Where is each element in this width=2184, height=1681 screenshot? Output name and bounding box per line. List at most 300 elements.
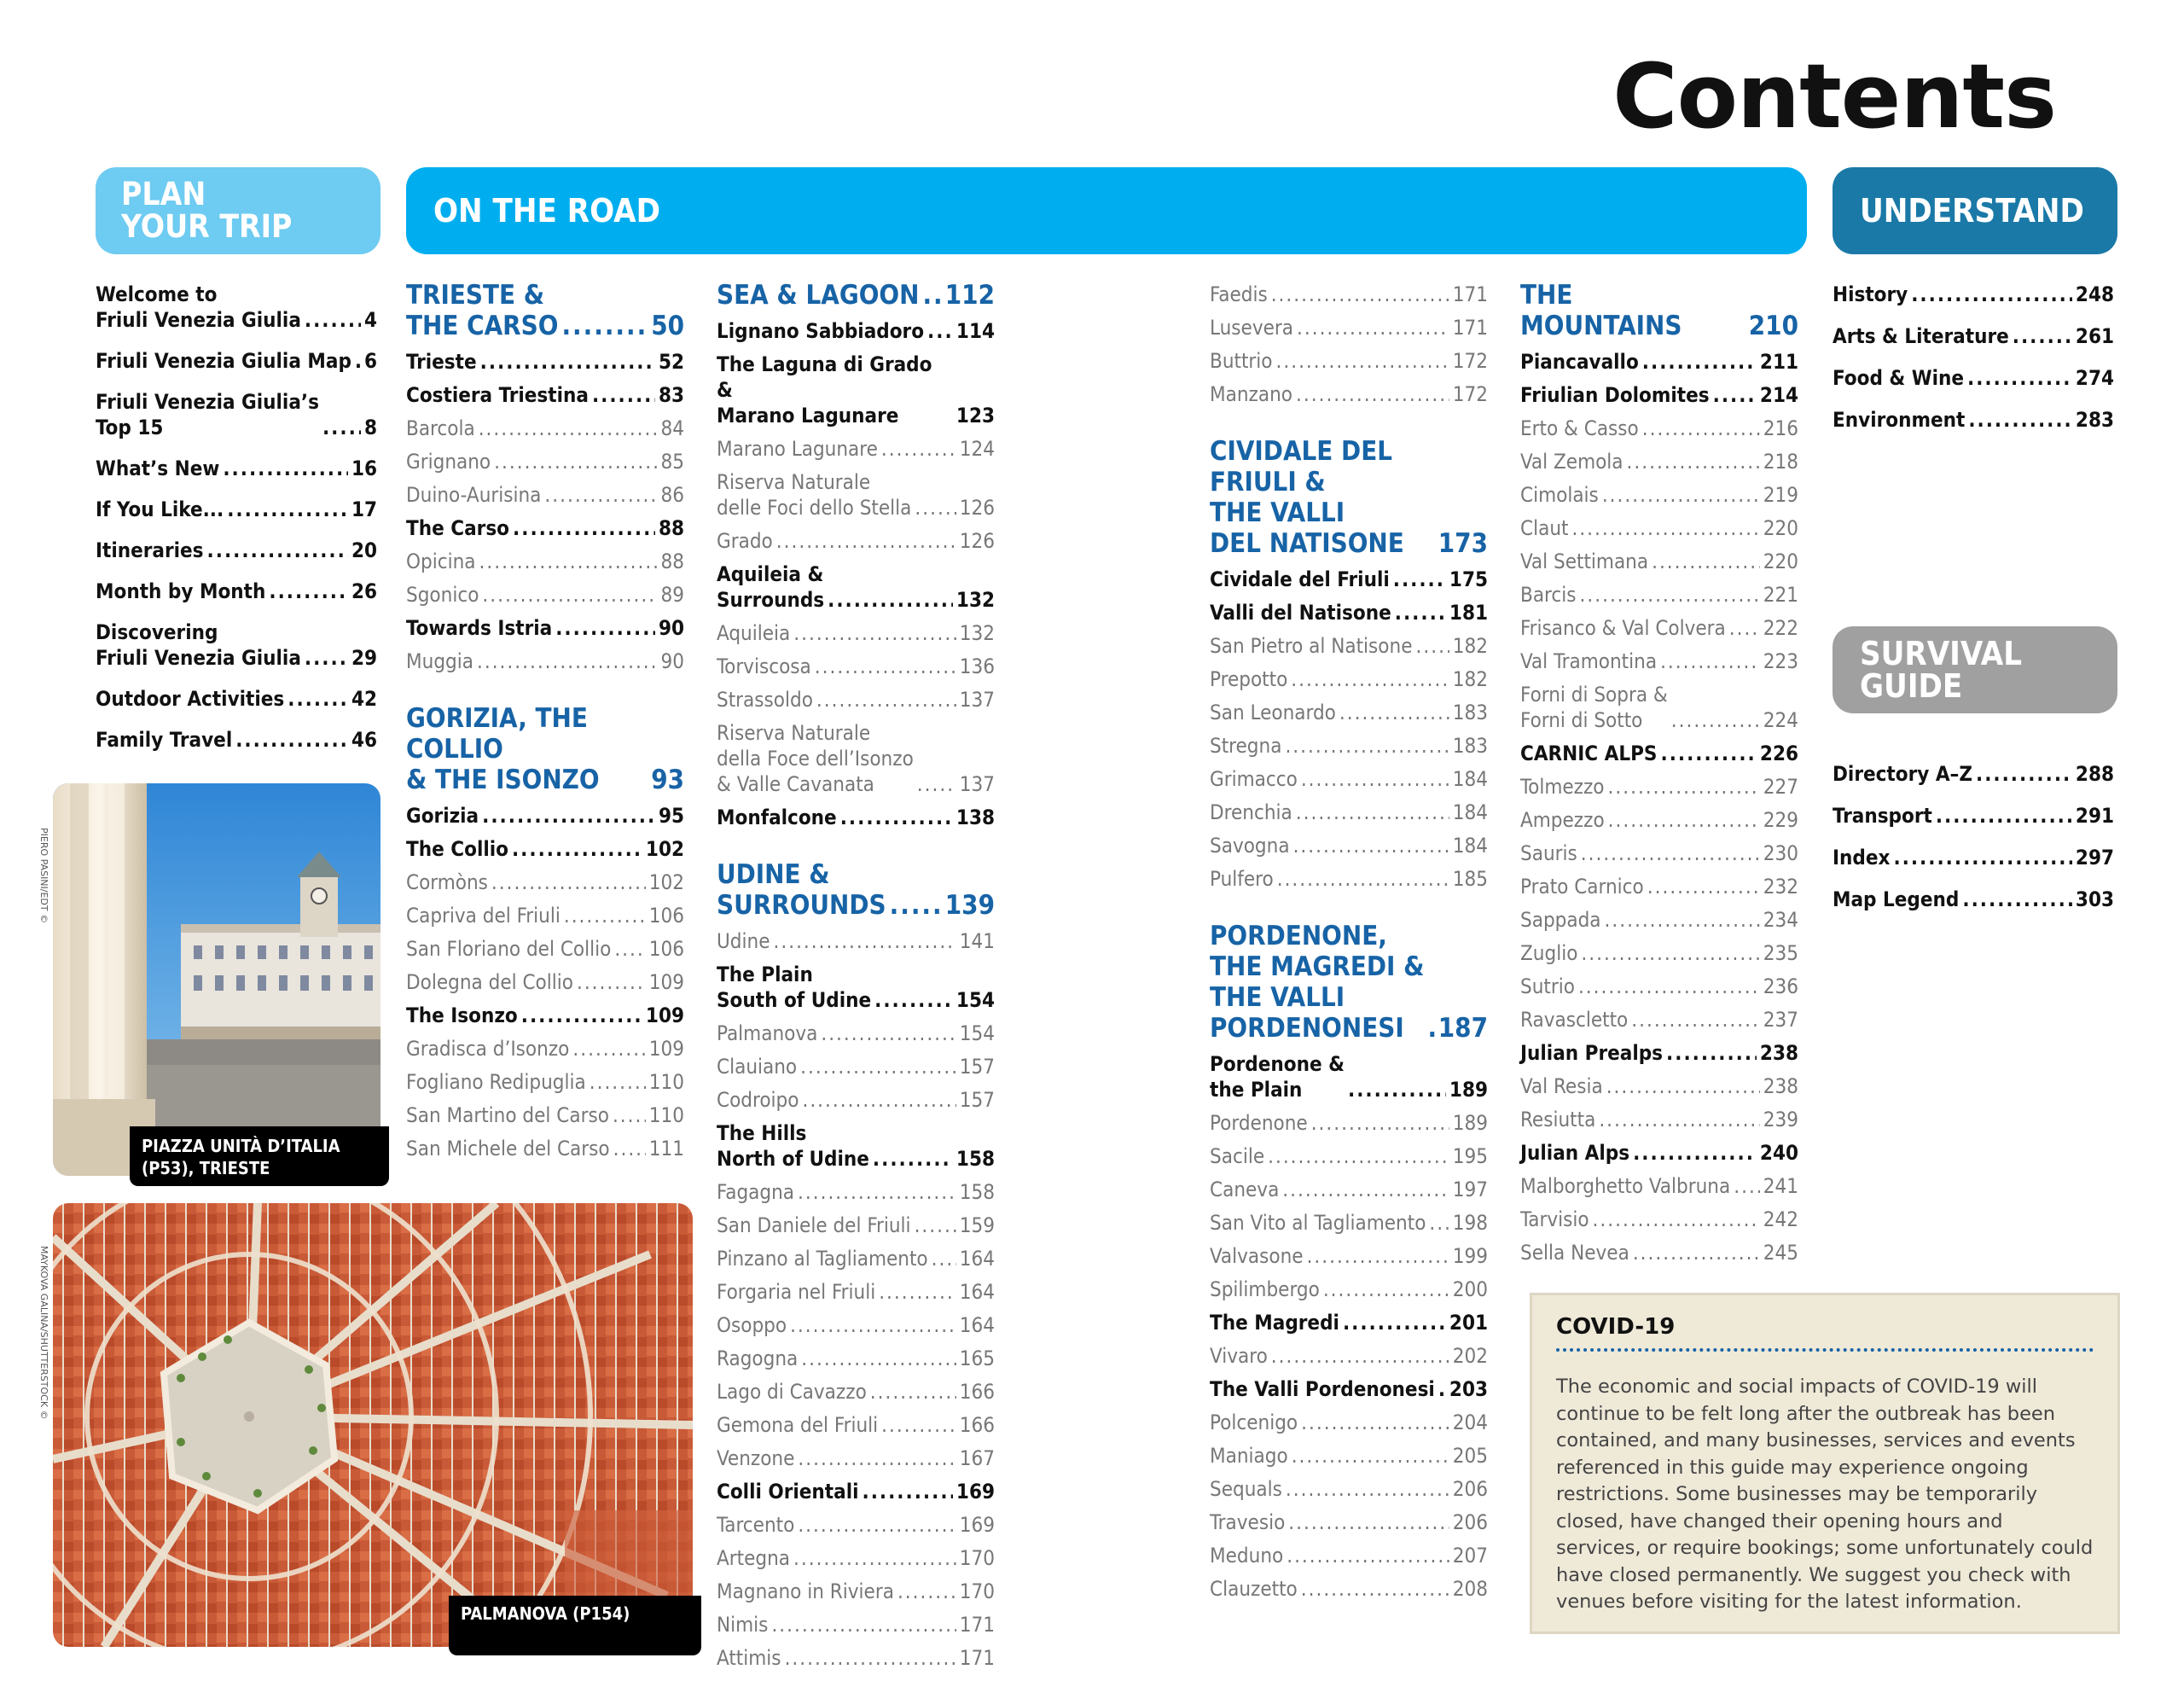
toc-entry[interactable] bbox=[1210, 1110, 1488, 1136]
toc-entry[interactable] bbox=[1520, 1173, 1798, 1199]
toc-entry[interactable] bbox=[406, 515, 684, 541]
toc-entry[interactable] bbox=[96, 619, 377, 671]
leader-dots bbox=[1962, 887, 2072, 912]
leader-dots bbox=[1599, 1107, 1759, 1132]
toc-entry[interactable] bbox=[406, 1102, 684, 1128]
toc-entry[interactable] bbox=[1520, 549, 1798, 574]
leader-dots bbox=[555, 615, 655, 641]
toc-entry[interactable] bbox=[406, 549, 684, 574]
toc-entry-page: 291 bbox=[2075, 804, 2114, 828]
toc-entry[interactable] bbox=[1210, 1243, 1488, 1269]
toc-entry[interactable] bbox=[717, 1021, 995, 1046]
tab-on-the-road[interactable] bbox=[406, 167, 1807, 254]
toc-entry[interactable] bbox=[1210, 600, 1488, 625]
toc-entry[interactable] bbox=[1520, 1007, 1798, 1032]
toc-entry-page: 166 bbox=[959, 1380, 995, 1404]
leader-dots bbox=[207, 538, 348, 563]
toc-entry-label: Opicina bbox=[406, 550, 476, 573]
toc-entry-page: 88 bbox=[658, 516, 684, 540]
toc-entry[interactable] bbox=[406, 482, 684, 508]
toc-entry-label: Valvasone bbox=[1210, 1244, 1304, 1268]
toc-entry-label: Pordenone & the Plain bbox=[1210, 1052, 1345, 1102]
toc-entry-label: Prepotto bbox=[1210, 667, 1288, 691]
toc-entry-page: 219 bbox=[1763, 483, 1798, 507]
tab-understand[interactable] bbox=[1833, 167, 2117, 254]
toc-entry[interactable] bbox=[406, 936, 684, 962]
leader-dots bbox=[881, 436, 956, 462]
toc-entry[interactable] bbox=[1210, 1310, 1488, 1335]
toc-entry[interactable] bbox=[717, 528, 995, 554]
toc-entry-page: 139 bbox=[944, 890, 995, 921]
toc-entry[interactable] bbox=[1520, 974, 1798, 999]
toc-entry-label: Gemona del Friuli bbox=[717, 1413, 879, 1437]
toc-entry-label: Cividale del Friuli bbox=[1210, 567, 1390, 591]
toc-entry-page: 204 bbox=[1452, 1411, 1488, 1434]
toc-entry[interactable] bbox=[1210, 1543, 1488, 1568]
toc-entry[interactable] bbox=[1210, 700, 1488, 725]
toc-entry[interactable] bbox=[717, 805, 995, 830]
leader-dots bbox=[491, 870, 646, 895]
toc-entry-label: Cormòns bbox=[406, 870, 488, 894]
toc-entry[interactable] bbox=[1833, 845, 2114, 870]
toc-entry[interactable] bbox=[1833, 761, 2114, 787]
toc-entry-label: What’s New bbox=[96, 457, 220, 480]
toc-entry-label: Lago di Cavazzo bbox=[717, 1380, 867, 1404]
toc-entry-label: SEA & LAGOON bbox=[717, 280, 920, 311]
toc-entry[interactable] bbox=[1210, 1051, 1488, 1102]
toc-entry-label: Palmanova bbox=[717, 1021, 818, 1045]
toc-entry[interactable] bbox=[1833, 365, 2114, 391]
leader-dots bbox=[322, 415, 361, 440]
toc-entry[interactable] bbox=[96, 538, 377, 563]
toc-entry-page: 232 bbox=[1763, 875, 1798, 899]
toc-entry-label: Map Legend bbox=[1833, 887, 1960, 911]
toc-entry[interactable] bbox=[1520, 1107, 1798, 1132]
toc-entry[interactable] bbox=[1520, 1040, 1798, 1066]
leader-dots bbox=[1631, 1007, 1760, 1032]
on-the-road-column-1 bbox=[406, 280, 684, 1161]
toc-entry-page: 154 bbox=[959, 1021, 995, 1045]
toc-entry[interactable] bbox=[406, 382, 684, 408]
toc-entry[interactable] bbox=[406, 969, 684, 995]
leader-dots bbox=[1660, 649, 1760, 674]
toc-entry[interactable] bbox=[717, 1445, 995, 1471]
toc-entry[interactable] bbox=[717, 561, 995, 613]
toc-entry[interactable] bbox=[717, 1120, 995, 1172]
toc-entry-label: Maniago bbox=[1210, 1444, 1288, 1468]
toc-entry[interactable] bbox=[96, 686, 377, 712]
leader-dots bbox=[479, 416, 658, 441]
leader-dots bbox=[235, 727, 348, 753]
toc-entry[interactable] bbox=[406, 1036, 684, 1062]
toc-entry[interactable] bbox=[717, 1246, 995, 1271]
toc-entry[interactable] bbox=[96, 579, 377, 604]
toc-entry-page: 182 bbox=[1452, 667, 1488, 691]
toc-section-heading[interactable] bbox=[717, 859, 995, 921]
toc-entry-page: 167 bbox=[959, 1446, 995, 1470]
toc-entry-label: Tarcento bbox=[717, 1513, 795, 1537]
toc-entry[interactable] bbox=[1520, 515, 1798, 541]
toc-entry[interactable] bbox=[1210, 1576, 1488, 1602]
toc-entry[interactable] bbox=[1833, 282, 2114, 307]
toc-entry[interactable] bbox=[717, 469, 995, 521]
toc-entry-label: Fogliano Redipuglia bbox=[406, 1070, 586, 1094]
toc-entry-label: Directory A–Z bbox=[1833, 762, 1972, 786]
leader-dots bbox=[1323, 1277, 1449, 1302]
toc-section-heading[interactable] bbox=[1210, 436, 1488, 559]
toc-entry[interactable] bbox=[1210, 1376, 1488, 1402]
toc-entry[interactable] bbox=[717, 1512, 995, 1538]
toc-entry[interactable] bbox=[1520, 741, 1798, 766]
toc-section-heading[interactable] bbox=[1210, 921, 1488, 1044]
toc-entry-page: 86 bbox=[660, 483, 684, 507]
tab-survival-label: SURVIVAL GUIDE bbox=[1860, 635, 2022, 705]
toc-entry-label: Zuglio bbox=[1520, 941, 1578, 965]
toc-entry-page: 95 bbox=[658, 804, 684, 828]
toc-entry[interactable] bbox=[717, 1379, 995, 1405]
leader-dots bbox=[1271, 282, 1449, 307]
toc-entry-label: Artegna bbox=[717, 1546, 791, 1570]
leader-dots bbox=[776, 528, 956, 554]
toc-entry-page: 171 bbox=[959, 1613, 995, 1637]
tab-plan-label: PLAN YOUR TRIP bbox=[121, 176, 293, 245]
toc-entry-page: 171 bbox=[1452, 316, 1488, 340]
toc-entry[interactable] bbox=[1210, 1509, 1488, 1535]
toc-entry[interactable] bbox=[717, 928, 995, 954]
toc-entry[interactable] bbox=[1833, 887, 2114, 912]
toc-entry[interactable] bbox=[1210, 866, 1488, 892]
toc-entry-label: Dolegna del Collio bbox=[406, 970, 573, 994]
leader-dots bbox=[1578, 974, 1760, 999]
toc-entry-page: 288 bbox=[2075, 762, 2114, 786]
toc-entry-label: Riserva Naturale delle Foci dello Stella bbox=[717, 470, 912, 520]
toc-entry-page: 85 bbox=[660, 450, 684, 474]
toc-entry[interactable] bbox=[1210, 567, 1488, 592]
toc-entry-label: Family Travel bbox=[96, 728, 233, 752]
toc-entry[interactable] bbox=[1520, 840, 1798, 866]
toc-entry[interactable] bbox=[406, 836, 684, 862]
toc-entry[interactable] bbox=[406, 1003, 684, 1028]
toc-entry-label: Aquileia & Surrounds bbox=[717, 562, 825, 612]
toc-entry[interactable] bbox=[1520, 1240, 1798, 1265]
on-the-road-column-4 bbox=[1520, 280, 1798, 1265]
leader-dots bbox=[1608, 807, 1760, 833]
toc-entry[interactable] bbox=[1210, 1143, 1488, 1169]
toc-entry[interactable] bbox=[406, 803, 684, 829]
toc-entry-label: Duino-Aurisina bbox=[406, 483, 542, 507]
leader-dots bbox=[544, 482, 657, 508]
toc-entry-page: 26 bbox=[351, 579, 377, 603]
toc-entry[interactable] bbox=[717, 318, 995, 344]
on-the-road-column-2 bbox=[717, 280, 995, 1671]
leader-dots bbox=[572, 1036, 645, 1062]
toc-entry[interactable] bbox=[1833, 407, 2114, 433]
toc-entry-label: Grignano bbox=[406, 450, 491, 474]
toc-entry[interactable] bbox=[717, 687, 995, 713]
leader-dots bbox=[1729, 615, 1760, 641]
toc-section-heading[interactable] bbox=[406, 703, 684, 795]
toc-entry-label: Resiutta bbox=[1520, 1108, 1596, 1131]
toc-entry-page: 126 bbox=[959, 496, 995, 520]
toc-entry-page: 158 bbox=[956, 1147, 995, 1171]
toc-entry[interactable] bbox=[1520, 774, 1798, 800]
toc-entry[interactable] bbox=[1520, 349, 1798, 375]
toc-entry-label: Sutrio bbox=[1520, 974, 1575, 998]
toc-entry-page: 138 bbox=[956, 806, 995, 829]
toc-entry-page: 207 bbox=[1452, 1544, 1488, 1568]
toc-entry-page: 154 bbox=[956, 988, 995, 1012]
leader-dots bbox=[1713, 382, 1757, 408]
leader-dots bbox=[288, 686, 348, 712]
toc-entry[interactable] bbox=[1210, 1410, 1488, 1435]
toc-entry[interactable] bbox=[1520, 907, 1798, 933]
toc-entry[interactable] bbox=[717, 1346, 995, 1371]
toc-entry[interactable] bbox=[1833, 803, 2114, 829]
toc-entry[interactable] bbox=[1210, 666, 1488, 692]
toc-section-heading[interactable] bbox=[1520, 280, 1798, 341]
leader-dots bbox=[1571, 515, 1759, 541]
toc-entry[interactable] bbox=[1210, 282, 1488, 307]
leader-dots bbox=[1301, 766, 1449, 792]
toc-entry[interactable] bbox=[406, 582, 684, 608]
toc-entry[interactable] bbox=[96, 727, 377, 753]
toc-entry-page: 184 bbox=[1452, 800, 1488, 824]
toc-entry[interactable] bbox=[1520, 1073, 1798, 1099]
toc-entry[interactable] bbox=[96, 389, 377, 440]
toc-entry-page: 17 bbox=[351, 497, 377, 521]
toc-entry-label: Welcome to Friuli Venezia Giulia bbox=[96, 282, 301, 332]
toc-entry-label: Malborghetto Valbruna bbox=[1520, 1174, 1731, 1198]
toc-entry[interactable] bbox=[717, 1312, 995, 1338]
toc-entry-page: 124 bbox=[959, 437, 995, 461]
toc-entry-page: 106 bbox=[648, 937, 684, 961]
toc-entry-label: UDINE & SURROUNDS bbox=[717, 859, 886, 921]
leader-dots bbox=[890, 890, 942, 921]
toc-entry-page: 165 bbox=[959, 1347, 995, 1370]
toc-entry[interactable] bbox=[717, 620, 995, 646]
toc-entry-page: 202 bbox=[1452, 1344, 1488, 1368]
toc-entry-page: 195 bbox=[1452, 1144, 1488, 1168]
toc-entry[interactable] bbox=[406, 416, 684, 441]
toc-entry[interactable] bbox=[1210, 348, 1488, 374]
toc-entry[interactable] bbox=[717, 1179, 995, 1205]
toc-entry[interactable] bbox=[717, 962, 995, 1013]
toc-entry[interactable] bbox=[1520, 615, 1798, 641]
toc-entry-page: 169 bbox=[959, 1513, 995, 1537]
leader-dots bbox=[793, 1545, 956, 1571]
toc-entry-page: 109 bbox=[648, 1037, 684, 1061]
toc-entry[interactable] bbox=[1210, 733, 1488, 759]
toc-entry-page: 210 bbox=[1748, 311, 1798, 341]
tab-survival-guide[interactable] bbox=[1833, 626, 2117, 713]
toc-entry[interactable] bbox=[406, 1136, 684, 1161]
toc-entry[interactable] bbox=[1210, 1343, 1488, 1369]
toc-entry[interactable] bbox=[1520, 416, 1798, 441]
toc-entry-label: Grado bbox=[717, 529, 773, 553]
covid-19-notice bbox=[1530, 1293, 2120, 1634]
toc-entry[interactable] bbox=[96, 348, 377, 374]
toc-entry[interactable] bbox=[406, 449, 684, 474]
leader-dots bbox=[1438, 1376, 1446, 1402]
toc-entry-page: 230 bbox=[1763, 841, 1798, 865]
toc-entry-label: The Valli Pordenonesi bbox=[1210, 1377, 1435, 1401]
toc-entry[interactable] bbox=[96, 456, 377, 481]
toc-entry[interactable] bbox=[717, 1213, 995, 1238]
photo-credit-palmanova: MAYKOVA GALINA/SHUTTERSTOCK © bbox=[38, 1246, 49, 1420]
toc-entry[interactable] bbox=[717, 436, 995, 462]
toc-entry[interactable] bbox=[717, 1645, 995, 1671]
toc-entry[interactable] bbox=[1210, 1476, 1488, 1502]
toc-entry-page: 137 bbox=[959, 772, 995, 796]
toc-entry-label: Val Resia bbox=[1520, 1074, 1603, 1098]
leader-dots bbox=[840, 805, 953, 830]
toc-entry-page: 201 bbox=[1449, 1311, 1488, 1335]
leader-dots bbox=[802, 1087, 956, 1113]
toc-entry[interactable] bbox=[406, 903, 684, 928]
toc-entry-label: Environment bbox=[1833, 408, 1966, 432]
toc-entry[interactable] bbox=[1520, 874, 1798, 899]
toc-entry[interactable] bbox=[717, 720, 995, 797]
toc-entry-page: 198 bbox=[1452, 1211, 1488, 1235]
leader-dots bbox=[932, 1246, 956, 1271]
toc-entry[interactable] bbox=[406, 349, 684, 375]
page-title: Contents bbox=[1612, 44, 2056, 148]
toc-entry-page: 46 bbox=[351, 728, 377, 752]
toc-entry[interactable] bbox=[1210, 1210, 1488, 1236]
toc-entry-label: Marano Lagunare bbox=[717, 437, 878, 461]
toc-entry-label: Discovering Friuli Venezia Giulia bbox=[96, 620, 301, 670]
toc-entry[interactable] bbox=[1520, 382, 1798, 408]
toc-entry[interactable] bbox=[717, 1279, 995, 1305]
photo-credit-piazza: PIERO PASINI/EDT © bbox=[38, 828, 49, 924]
leader-dots bbox=[1282, 1177, 1449, 1202]
toc-entry[interactable] bbox=[1210, 315, 1488, 340]
toc-entry-label: If You Like... bbox=[96, 497, 224, 521]
leader-dots bbox=[801, 1346, 956, 1371]
toc-entry-page: 235 bbox=[1763, 941, 1798, 965]
toc-entry[interactable] bbox=[717, 1412, 995, 1438]
toc-entry[interactable] bbox=[406, 615, 684, 641]
toc-section-heading[interactable] bbox=[717, 280, 995, 311]
toc-entry[interactable] bbox=[1520, 940, 1798, 966]
toc-entry-page: 50 bbox=[651, 311, 684, 341]
toc-entry-page: 226 bbox=[1759, 742, 1798, 765]
toc-entry-label: Claut bbox=[1520, 516, 1569, 540]
toc-entry[interactable] bbox=[1520, 482, 1798, 508]
toc-entry[interactable] bbox=[1210, 1443, 1488, 1469]
toc-entry[interactable] bbox=[717, 1579, 995, 1604]
toc-entry[interactable] bbox=[1210, 800, 1488, 825]
toc-entry-page: 106 bbox=[648, 904, 684, 928]
toc-entry-label: Tolmezzo bbox=[1520, 775, 1605, 799]
leader-dots bbox=[1967, 365, 2072, 391]
toc-entry[interactable] bbox=[717, 1479, 995, 1504]
leader-dots bbox=[479, 549, 658, 574]
toc-entry-page: 166 bbox=[959, 1413, 995, 1437]
toc-entry-label: Val Tramontina bbox=[1520, 649, 1658, 673]
toc-entry[interactable] bbox=[1210, 833, 1488, 858]
leader-dots bbox=[879, 1279, 956, 1305]
toc-entry[interactable] bbox=[406, 649, 684, 674]
toc-entry[interactable] bbox=[1520, 1207, 1798, 1232]
toc-section-heading[interactable] bbox=[406, 280, 684, 341]
toc-entry-page: 216 bbox=[1763, 416, 1798, 440]
leader-dots bbox=[1968, 407, 2072, 433]
toc-entry[interactable] bbox=[1520, 682, 1798, 733]
leader-dots bbox=[927, 318, 953, 344]
leader-dots bbox=[613, 1136, 646, 1161]
toc-entry[interactable] bbox=[717, 654, 995, 679]
toc-entry-page: 240 bbox=[1759, 1141, 1798, 1165]
toc-entry[interactable] bbox=[96, 282, 377, 333]
toc-entry-label: Forgaria nel Friuli bbox=[717, 1280, 876, 1304]
toc-entry-page: 184 bbox=[1452, 767, 1488, 791]
toc-entry[interactable] bbox=[1210, 1277, 1488, 1302]
toc-entry-label: San Leonardo bbox=[1210, 701, 1336, 724]
toc-entry-page: 126 bbox=[959, 529, 995, 553]
toc-entry-label: Transport bbox=[1833, 804, 1932, 828]
toc-entry[interactable] bbox=[406, 1069, 684, 1095]
toc-entry-page: 181 bbox=[1449, 601, 1488, 625]
toc-entry-label: Sappada bbox=[1520, 908, 1601, 932]
toc-entry[interactable] bbox=[717, 1612, 995, 1637]
toc-entry[interactable] bbox=[96, 497, 377, 522]
toc-entry[interactable] bbox=[717, 1545, 995, 1571]
toc-entry-page: 102 bbox=[645, 837, 684, 861]
leader-dots bbox=[821, 1021, 956, 1046]
toc-entry[interactable] bbox=[1520, 649, 1798, 674]
leader-dots bbox=[1301, 1410, 1449, 1435]
toc-entry[interactable] bbox=[406, 870, 684, 895]
toc-entry[interactable] bbox=[1520, 582, 1798, 608]
toc-entry-page: 90 bbox=[658, 616, 684, 640]
toc-entry[interactable] bbox=[1520, 449, 1798, 474]
tab-plan-your-trip[interactable] bbox=[96, 167, 380, 254]
toc-entry-label: Capriva del Friuli bbox=[406, 904, 561, 928]
leader-dots bbox=[1652, 549, 1760, 574]
toc-entry-label: Clauzetto bbox=[1210, 1577, 1298, 1601]
toc-entry[interactable] bbox=[1210, 1177, 1488, 1202]
leader-dots bbox=[1287, 1543, 1449, 1568]
toc-entry[interactable] bbox=[717, 1054, 995, 1079]
toc-entry[interactable] bbox=[1210, 633, 1488, 659]
toc-entry[interactable] bbox=[717, 1087, 995, 1113]
toc-entry-label: Lignano Sabbiadoro bbox=[717, 319, 925, 343]
toc-entry-page: 214 bbox=[1759, 383, 1798, 407]
toc-entry-label: Fagagna bbox=[717, 1180, 795, 1204]
toc-entry-label: Attimis bbox=[717, 1646, 781, 1670]
toc-entry-label: San Martino del Carso bbox=[406, 1103, 609, 1127]
toc-entry-page: 110 bbox=[648, 1070, 684, 1094]
toc-entry-label: Ampezzo bbox=[1520, 808, 1605, 832]
toc-entry[interactable] bbox=[1210, 766, 1488, 792]
leader-dots bbox=[477, 649, 658, 674]
leader-dots bbox=[798, 1445, 956, 1471]
toc-entry-page: 52 bbox=[658, 350, 684, 374]
toc-entry[interactable] bbox=[1520, 807, 1798, 833]
toc-entry-page: 164 bbox=[959, 1247, 995, 1271]
toc-entry-label: Ravascletto bbox=[1520, 1008, 1629, 1032]
toc-entry[interactable] bbox=[1210, 381, 1488, 407]
toc-entry-label: PORDENONE, THE MAGREDI & THE VALLI PORDENONESI bbox=[1210, 921, 1425, 1044]
toc-entry[interactable] bbox=[1520, 1140, 1798, 1166]
toc-entry-page: 220 bbox=[1763, 550, 1798, 573]
toc-entry[interactable] bbox=[717, 352, 995, 428]
toc-entry[interactable] bbox=[1833, 323, 2114, 349]
toc-entry-page: 184 bbox=[1452, 834, 1488, 858]
toc-entry-page: 16 bbox=[351, 457, 377, 480]
leader-dots bbox=[227, 497, 348, 522]
